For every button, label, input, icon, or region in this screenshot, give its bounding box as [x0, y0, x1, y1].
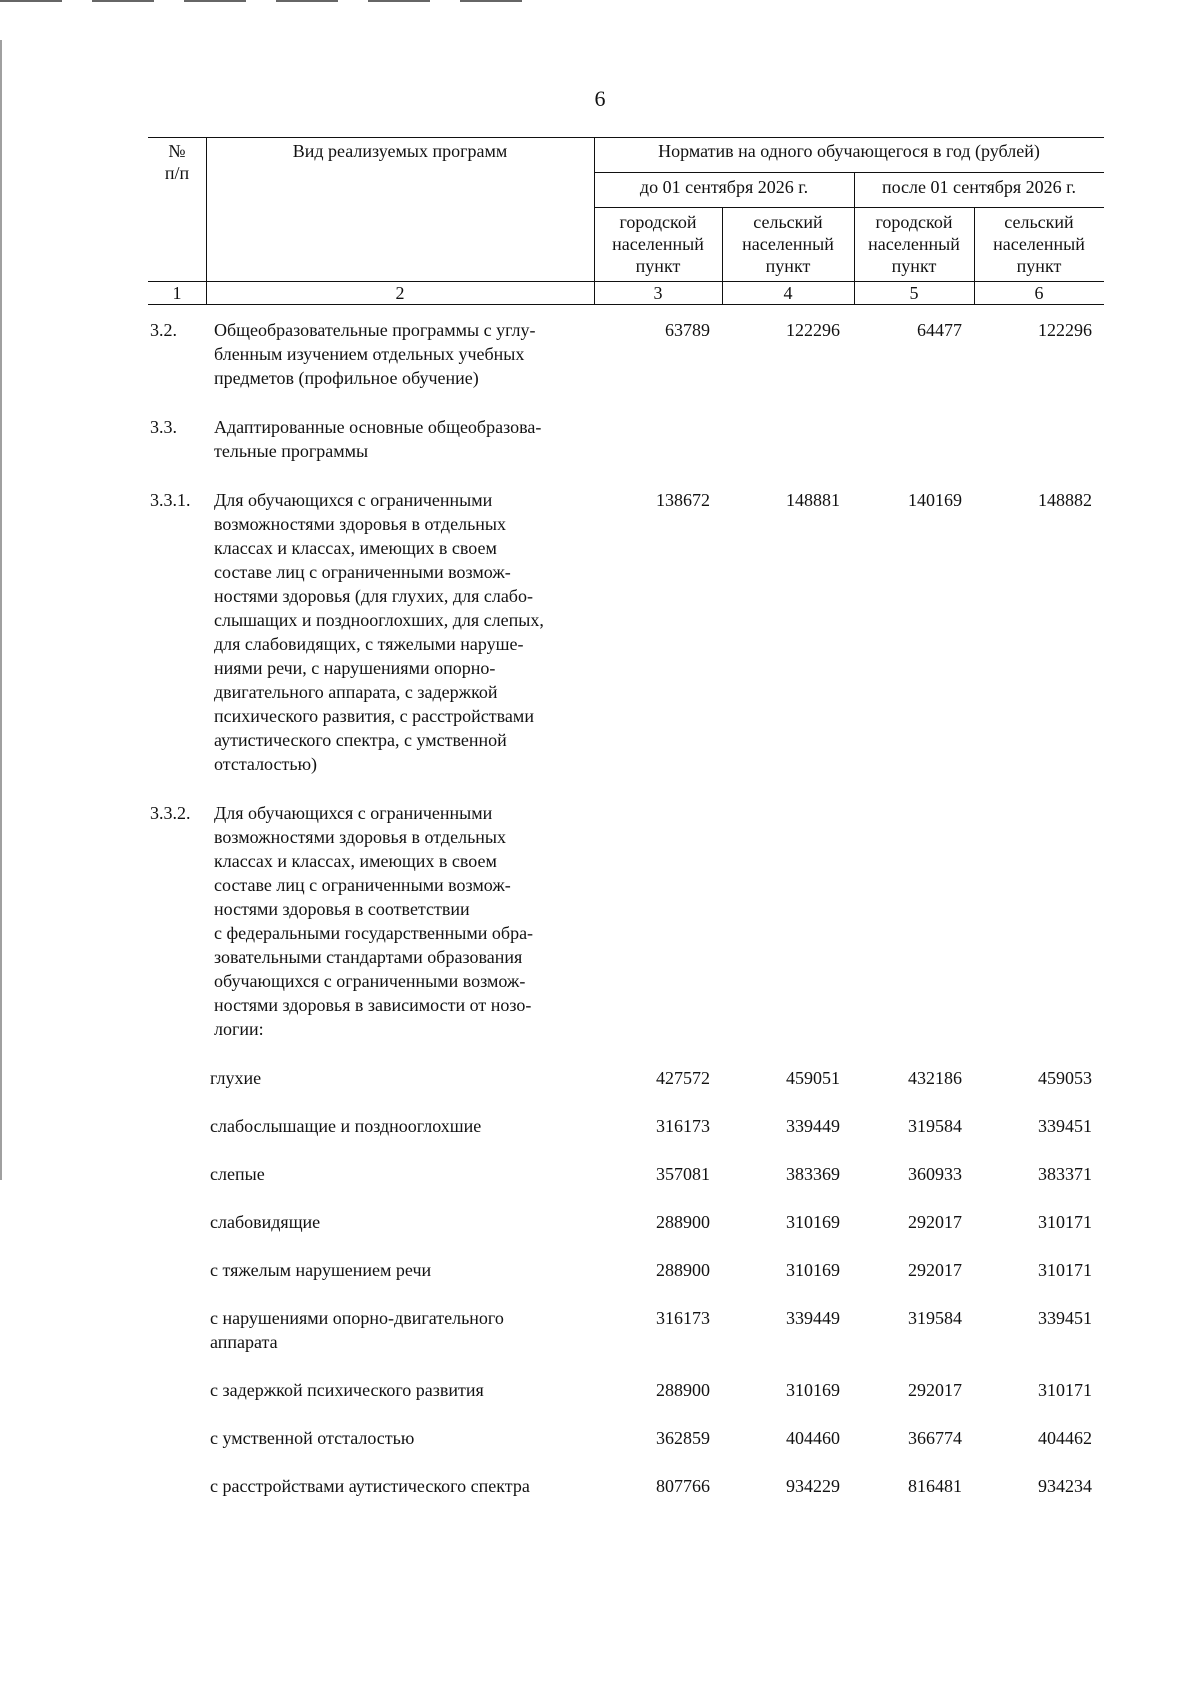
- column-index-2: 2: [395, 283, 405, 303]
- value-rural-after: 459053: [1038, 1068, 1092, 1088]
- value-rural-after: 934234: [1038, 1476, 1092, 1496]
- header-rural-after: сельский населенный пункт: [993, 212, 1085, 276]
- program-name: Для обучающихся с ограниченными возможностями здоровья в отдельных классах и классах, имеющих в своем составе лиц с ограниченными возмож- ностями здоровья (для глухих, для слабо- слышащих и позднооглохших, для слепых, для слабовидящих, с тяжелыми наруше- ниями речи, с нарушениями опорно- двигательного аппарата, с задержкой психического развития, с расстройствами аутистического спектра, с умственной отсталостью): [214, 490, 544, 774]
- program-name: Адаптированные основные общеобразова- тельные программы: [214, 417, 542, 461]
- value-rural-after: 148882: [1038, 490, 1092, 510]
- column-index-5: 5: [909, 283, 919, 303]
- value-urban-before: 63789: [665, 320, 710, 340]
- program-name: Общеобразовательные программы с углу- бленным изучением отдельных учебных предметов (профильное обучение): [214, 320, 536, 388]
- value-urban-after: 360933: [908, 1164, 962, 1184]
- value-rural-after: 122296: [1038, 320, 1092, 340]
- value-rural-after: 310171: [1038, 1260, 1092, 1280]
- column-index-3: 3: [653, 283, 663, 303]
- nosology-name: с тяжелым нарушением речи: [210, 1260, 432, 1280]
- value-rural-before: 310169: [786, 1212, 840, 1232]
- program-name: Для обучающихся с ограниченными возможностями здоровья в отдельных классах и классах, имеющих в своем составе лиц с ограниченными возмож- ностями здоровья в соответствии с федеральными государственными обра- зовательными стандартами образования обучающихся с ограниченными возмож- ностями здоровья в зависимости от нозо- логии:: [214, 803, 534, 1039]
- value-urban-before: 288900: [656, 1380, 710, 1400]
- value-urban-after: 319584: [908, 1116, 962, 1136]
- value-urban-before: 427572: [656, 1068, 710, 1088]
- column-index-6: 6: [1034, 283, 1044, 303]
- value-rural-after: 404462: [1038, 1428, 1092, 1448]
- value-rural-after: 339451: [1038, 1116, 1092, 1136]
- scan-edge-top: [0, 0, 540, 2]
- value-rural-before: 934229: [786, 1476, 840, 1496]
- header-urban-before: городской населенный пункт: [612, 212, 704, 276]
- value-urban-after: 432186: [908, 1068, 962, 1088]
- value-rural-after: 310171: [1038, 1380, 1092, 1400]
- row-number: 3.3.: [150, 417, 177, 437]
- row-number: 3.3.2.: [150, 803, 191, 823]
- nosology-name: слабовидящие: [210, 1212, 321, 1232]
- value-urban-before: 316173: [656, 1308, 710, 1328]
- value-rural-after: 339451: [1038, 1308, 1092, 1328]
- value-urban-before: 138672: [656, 490, 710, 510]
- row-number: 3.2.: [150, 320, 177, 340]
- scan-edge-left: [0, 40, 2, 1180]
- nosology-name: с нарушениями опорно-двигательного аппарата: [210, 1308, 504, 1352]
- column-index-4: 4: [783, 283, 793, 303]
- value-rural-before: 339449: [786, 1308, 840, 1328]
- header-period-before: до 01 сентября 2026 г.: [639, 177, 809, 197]
- value-urban-after: 292017: [908, 1212, 962, 1232]
- value-urban-after: 292017: [908, 1260, 962, 1280]
- value-urban-before: 316173: [656, 1116, 710, 1136]
- page-number: 6: [594, 86, 606, 111]
- nosology-name: с задержкой психического развития: [210, 1380, 484, 1400]
- header-rule-period: [594, 207, 1104, 208]
- row-number: 3.3.1.: [150, 490, 191, 510]
- value-rural-before: 122296: [786, 320, 840, 340]
- value-rural-before: 404460: [786, 1428, 840, 1448]
- header-rural-before: сельский населенный пункт: [742, 212, 834, 276]
- value-rural-before: 383369: [786, 1164, 840, 1184]
- value-urban-before: 357081: [656, 1164, 710, 1184]
- value-urban-after: 292017: [908, 1380, 962, 1400]
- value-rural-before: 310169: [786, 1260, 840, 1280]
- header-rule-index-bottom: [148, 304, 1104, 305]
- value-rural-after: 383371: [1038, 1164, 1092, 1184]
- header-rule-top: [148, 137, 1104, 138]
- nosology-name: с расстройствами аутистического спектра: [210, 1476, 530, 1496]
- value-rural-after: 310171: [1038, 1212, 1092, 1232]
- value-rural-before: 339449: [786, 1116, 840, 1136]
- value-urban-before: 288900: [656, 1260, 710, 1280]
- value-urban-after: 140169: [908, 490, 962, 510]
- value-urban-before: 288900: [656, 1212, 710, 1232]
- header-vline-1: [206, 137, 207, 304]
- value-urban-before: 362859: [656, 1428, 710, 1448]
- value-urban-after: 319584: [908, 1308, 962, 1328]
- header-col-number: № п/п: [164, 141, 190, 183]
- header-rule-normative: [594, 172, 1104, 173]
- header-col-program: Вид реализуемых программ: [292, 141, 508, 161]
- header-urban-after: городской населенный пункт: [868, 212, 960, 276]
- nosology-name: слабослышащие и позднооглохшие: [210, 1116, 482, 1136]
- value-urban-after: 816481: [908, 1476, 962, 1496]
- nosology-name: слепые: [210, 1164, 265, 1184]
- value-urban-after: 64477: [917, 320, 962, 340]
- header-period-after: после 01 сентября 2026 г.: [881, 177, 1077, 197]
- column-index-1: 1: [172, 283, 182, 303]
- nosology-name: с умственной отсталостью: [210, 1428, 415, 1448]
- value-urban-before: 807766: [656, 1476, 710, 1496]
- nosology-name: глухие: [210, 1068, 262, 1088]
- value-rural-before: 459051: [786, 1068, 840, 1088]
- value-urban-after: 366774: [908, 1428, 962, 1448]
- value-rural-before: 148881: [786, 490, 840, 510]
- header-col-normative: Норматив на одного обучающегося в год (рублей): [658, 141, 1040, 161]
- value-rural-before: 310169: [786, 1380, 840, 1400]
